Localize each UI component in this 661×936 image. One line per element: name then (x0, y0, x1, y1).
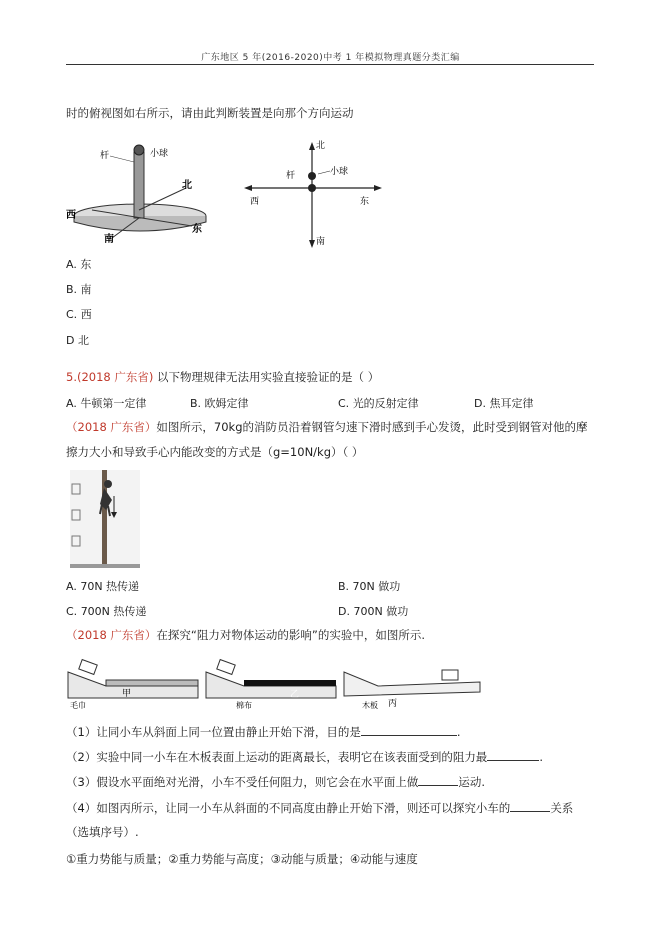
q5-option-b: B. 欧姆定律 (190, 397, 249, 410)
fig-left-east-label: 东 (192, 224, 202, 235)
fig-right-ball-label: 小球 (330, 167, 349, 177)
answer-blank-2[interactable] (487, 749, 539, 761)
q7-ramps-figure (66, 652, 482, 710)
label-b: 乙 (290, 690, 300, 700)
q5-number: 5. (66, 370, 77, 384)
arrow-south-icon (309, 240, 315, 248)
q5-stem: 5.(2018 广东省) 以下物理规律无法用实验直接验证的是（ ） (66, 370, 380, 384)
label-board: 木板 (362, 701, 378, 710)
answer-blank-1[interactable] (361, 724, 457, 736)
q7-sub4-line2: （选填序号）. (66, 825, 139, 839)
fig-right-pole-label: 杆 (286, 171, 296, 181)
fig-right-north-label: 北 (316, 141, 326, 151)
q7-stem: （2018 广东省）在探究“阻力对物体运动的影响”的实验中，如图所示. (66, 628, 425, 642)
ramp-towel (68, 660, 198, 710)
q4-option-d: D 北 (66, 334, 89, 347)
q6-option-a: A. 70N 热传递 (66, 580, 140, 593)
label-c: 丙 (388, 699, 398, 709)
q6-source: （2018 广东省） (66, 420, 157, 434)
fig-left-ball-label: 小球 (150, 149, 169, 159)
q4-option-b: B. 南 (66, 283, 92, 296)
q4-device-figure (62, 140, 222, 250)
fig-right-south-label: 南 (316, 237, 326, 247)
q4-intro: 时的俯视图如右所示，请由此判断装置是向那个方向运动 (66, 106, 354, 120)
fig-right-west-label: 西 (250, 197, 260, 207)
answer-blank-3[interactable] (418, 774, 458, 786)
header-divider (66, 64, 594, 65)
fig-left-pole-label: 杆 (100, 151, 110, 161)
label-a: 甲 (122, 689, 132, 699)
fig-right-east-label: 东 (360, 197, 370, 207)
q5-option-a: A. 牛顿第一定律 (66, 397, 147, 410)
page-header: 广东地区 5 年(2016-2020)中考 1 年模拟物理真题分类汇编 (201, 53, 460, 63)
fig-left-west-label: 西 (66, 210, 76, 221)
q5-option-d: D. 焦耳定律 (474, 397, 534, 410)
arrow-east-icon (374, 185, 382, 191)
q4-option-c: C. 西 (66, 308, 92, 321)
q6-stem-line1: （2018 广东省）如图所示，70kg的消防员沿着钢管匀速下滑时感到手心发烫，此时受到钢管对他的摩 (66, 420, 588, 434)
ramp-board (344, 670, 480, 710)
q6-firefighter-figure (70, 470, 140, 568)
q6-option-d: D. 700N 做功 (338, 605, 409, 618)
q6-option-b: B. 70N 做功 (338, 580, 401, 593)
q7-choices: ①重力势能与质量；②重力势能与高度；③动能与质量；④动能与速度 (66, 852, 418, 866)
fig-left-south-label: 南 (104, 234, 114, 245)
q6-stem-line2: 擦力大小和导致手心内能改变的方式是（g=10N/kg）（ ） (66, 445, 364, 459)
answer-blank-4[interactable] (510, 800, 550, 812)
q5-source: (2018 广东省) (76, 370, 154, 384)
q7-sub4: （4）如图丙所示，让同一小车从斜面的不同高度由静止开始下滑，则还可以探究小车的 关系 (66, 801, 574, 815)
q7-sub2: （2）实验中同一小车在木板表面上运动的距离最长，表明它在该表面受到的阻力最 . (66, 750, 543, 764)
q4-top-view-figure (238, 134, 388, 252)
arrow-west-icon (244, 185, 252, 191)
q6-option-c: C. 700N 热传递 (66, 605, 147, 618)
q7-sub1: （1）让同小车从斜面上同一位置由静止开始下滑，目的是 . (66, 725, 461, 739)
q7-source: （2018 广东省） (66, 628, 157, 642)
q5-option-c: C. 光的反射定律 (338, 397, 419, 410)
label-cotton: 棉布 (236, 701, 252, 710)
ramp-cotton (206, 660, 336, 710)
q4-option-a: A. 东 (66, 258, 92, 271)
q7-sub3: （3）假设水平面绝对光滑，小车不受任何阻力，则它会在水平面上做 运动. (66, 775, 485, 789)
arrow-north-icon (309, 142, 315, 150)
fig-left-north-label: 北 (182, 180, 192, 191)
label-towel: 毛巾 (70, 701, 86, 710)
